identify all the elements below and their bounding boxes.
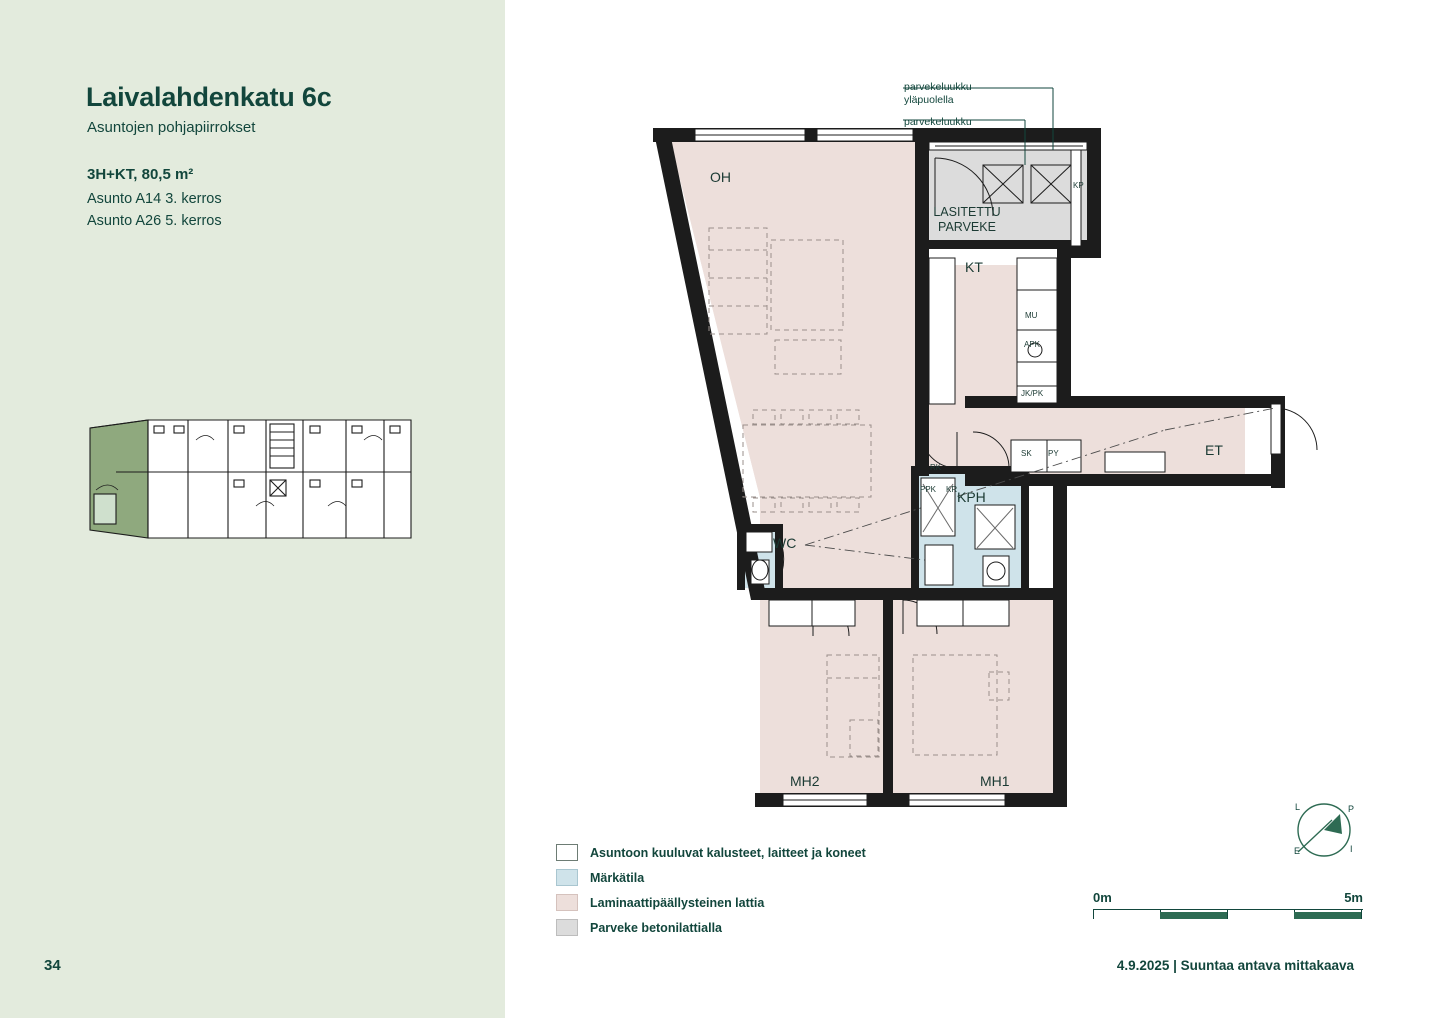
legend-label-laminate: Laminaattipäällysteinen lattia — [590, 895, 765, 910]
scale-min: 0m — [1093, 890, 1112, 905]
legend — [556, 840, 866, 940]
small-label-kr: KR — [946, 485, 958, 494]
legend-label-furniture: Asuntoon kuuluvat kalusteet, laitteet ja koneet — [590, 845, 866, 860]
room-label-parveke: PARVEKE — [938, 220, 996, 234]
annotation-hatch-above: parvekeluukku yläpuolella — [904, 81, 972, 106]
room-label-mh1: MH1 — [980, 773, 1010, 789]
room-label-oh: OH — [710, 169, 731, 185]
small-label-kp: KP — [1073, 181, 1084, 190]
legend-label-wet: Märkätila — [590, 870, 645, 885]
small-label-ppk: PPK — [920, 485, 937, 494]
legend-item — [556, 890, 866, 915]
small-label-py: PY — [1048, 449, 1059, 458]
compass-e: I — [1350, 844, 1353, 854]
key-plan-diagram — [88, 410, 418, 545]
compass-n: P — [1348, 804, 1355, 814]
compass-w: L — [1295, 802, 1301, 812]
legend-label-balcony: Parveke betonilattialla — [590, 920, 723, 935]
room-label-lasitettu: LASITETTU — [933, 205, 1001, 219]
legend-item — [556, 865, 866, 890]
page-title: Laivalahdenkatu 6c — [86, 82, 332, 112]
room-label-kt: KT — [965, 259, 983, 275]
legend-swatch-balcony — [556, 919, 578, 936]
compass-s: E — [1294, 846, 1301, 856]
page-number: 34 — [44, 957, 61, 974]
compass-rose — [1284, 790, 1364, 870]
page-subtitle: Asuntojen pohjapiirrokset — [87, 119, 256, 136]
scale-bar — [1093, 890, 1363, 919]
legend-swatch-laminate — [556, 894, 578, 911]
footer-note: 4.9.2025 | Suuntaa antava mittakaava — [1116, 958, 1354, 973]
small-label-jkpk: JK/PK — [1021, 389, 1044, 398]
small-label-sk: SK — [1021, 449, 1032, 458]
room-label-wc: WC — [773, 535, 797, 551]
legend-swatch-wet — [556, 869, 578, 886]
small-label-apk: APK — [1024, 340, 1041, 349]
annotation-hatch: parvekeluukku — [904, 116, 972, 128]
room-label-et: ET — [1205, 442, 1223, 458]
room-label-kph: KPH — [957, 489, 986, 505]
scale-track — [1093, 909, 1363, 919]
small-label-rk: RK — [930, 463, 942, 472]
legend-swatch-furniture — [556, 844, 578, 861]
small-label-mu: MU — [1025, 311, 1038, 320]
apartment-a14: Asunto A14 3. kerros — [87, 191, 222, 207]
apartment-a26: Asunto A26 5. kerros — [87, 213, 222, 229]
scale-max: 5m — [1344, 890, 1363, 905]
legend-item — [556, 915, 866, 940]
apartment-type: 3H+KT, 80,5 m² — [87, 166, 194, 183]
legend-item — [556, 840, 866, 865]
room-label-mh2: MH2 — [790, 773, 820, 789]
